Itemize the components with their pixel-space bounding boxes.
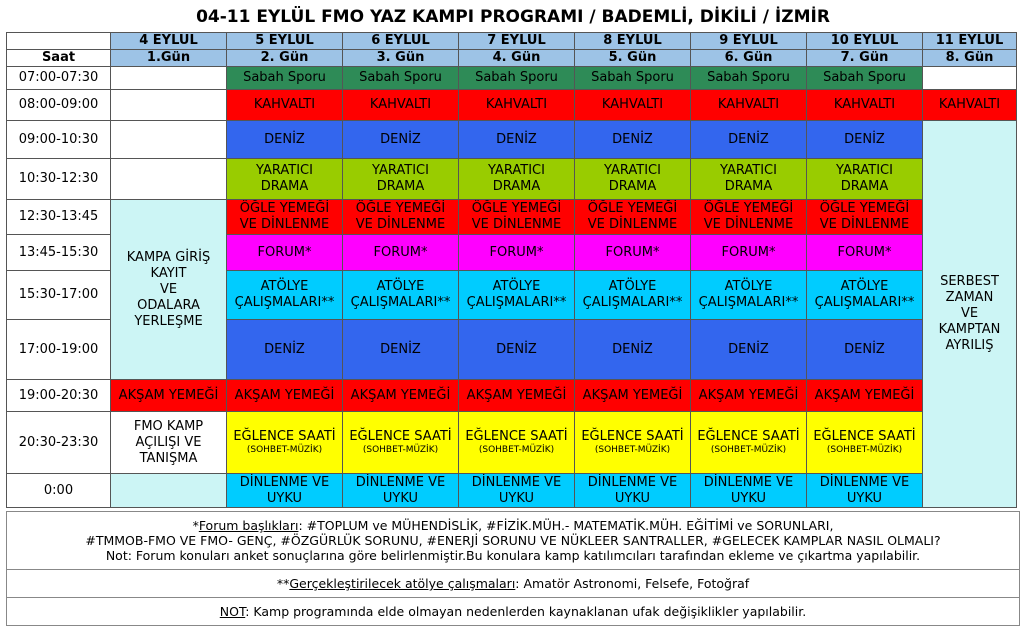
atolye-cell bbox=[691, 271, 807, 320]
drama-line: YARATICI bbox=[604, 163, 661, 178]
drama-cell bbox=[227, 159, 343, 200]
drama-line: DRAMA bbox=[376, 179, 425, 194]
dinlen-line: UYKU bbox=[498, 490, 535, 506]
atolye-cell bbox=[459, 271, 575, 320]
giris-line: YERLEŞME bbox=[134, 313, 203, 329]
atolye-line: ATÖLYE bbox=[260, 279, 309, 294]
atolye-cell bbox=[227, 271, 343, 320]
acilis-line: AÇILIŞI VE bbox=[135, 434, 202, 450]
time-cell: 17:00-19:00 bbox=[7, 320, 111, 380]
header-date: 10 EYLÜL bbox=[807, 33, 923, 50]
drama-cell bbox=[343, 159, 459, 200]
empty-cell bbox=[111, 159, 227, 200]
atolye-cell bbox=[575, 271, 691, 320]
deniz-cell: DENİZ bbox=[807, 320, 923, 380]
drama-line: YARATICI bbox=[836, 163, 893, 178]
forum-cell: FORUM* bbox=[691, 235, 807, 271]
atolye-line: ÇALIŞMALARI** bbox=[234, 295, 335, 310]
giris-line: KAMPA GİRİŞ bbox=[126, 249, 211, 265]
eglence-sub: (SOHBET-MÜZİK) bbox=[710, 445, 787, 455]
atolye-line: ATÖLYE bbox=[840, 279, 889, 294]
kamp-acilisi-cell bbox=[111, 412, 227, 474]
row-0900 bbox=[7, 121, 1017, 159]
drama-cell bbox=[691, 159, 807, 200]
ogle-line: ÖĞLE YEMEĞİ bbox=[819, 201, 910, 216]
atolye-line: ÇALIŞMALARI** bbox=[698, 295, 799, 310]
forum-note-heading: Forum başlıkları bbox=[198, 518, 299, 533]
general-note-heading: NOT bbox=[219, 604, 246, 619]
acilis-line: FMO KAMP bbox=[133, 418, 204, 434]
atolye-line: ATÖLYE bbox=[724, 279, 773, 294]
forum-note-line3: Not: Forum konuları anket sonuçlarına göre belirlenmiştir.Bu konulara kamp katılımcıları tarafından ekleme ve çıkartma yapılabilir. bbox=[105, 548, 921, 563]
ogle-line: VE DİNLENME bbox=[703, 217, 794, 232]
header-row-days bbox=[7, 50, 1017, 67]
dinlen-line: UYKU bbox=[266, 490, 303, 506]
dinlenme-cell bbox=[575, 474, 691, 508]
forum-note-row bbox=[7, 512, 1020, 570]
ogle-line: ÖĞLE YEMEĞİ bbox=[239, 201, 330, 216]
eglence-line: EĞLENCE SAATİ bbox=[465, 429, 568, 444]
ogle-yemegi-cell bbox=[691, 200, 807, 235]
time-cell: 10:30-12:30 bbox=[7, 159, 111, 200]
eglence-cell bbox=[807, 412, 923, 474]
ogle-line: ÖĞLE YEMEĞİ bbox=[471, 201, 562, 216]
header-date: 8 EYLÜL bbox=[575, 33, 691, 50]
forum-cell: FORUM* bbox=[807, 235, 923, 271]
forum-cell: FORUM* bbox=[227, 235, 343, 271]
giris-line: ODALARA bbox=[137, 297, 200, 313]
forum-note-star: * bbox=[192, 518, 199, 533]
row-1230 bbox=[7, 200, 1017, 235]
atolye-cell bbox=[343, 271, 459, 320]
dinlen-line: UYKU bbox=[846, 490, 883, 506]
deniz-cell: DENİZ bbox=[227, 121, 343, 159]
header-day: 1.Gün bbox=[111, 50, 227, 67]
dinlenme-cell bbox=[459, 474, 575, 508]
deniz-cell: DENİZ bbox=[691, 121, 807, 159]
deniz-cell: DENİZ bbox=[459, 121, 575, 159]
atolye-note-star: ** bbox=[276, 576, 290, 591]
atolye-note-text: : Amatör Astronomi, Felsefe, Fotoğraf bbox=[515, 576, 750, 591]
forum-cell: FORUM* bbox=[459, 235, 575, 271]
deniz-cell: DENİZ bbox=[807, 121, 923, 159]
atolye-note bbox=[7, 570, 1020, 598]
atolye-note-heading: Gerçekleştirilecek atölye çalışmaları bbox=[289, 576, 516, 591]
forum-note-line1 bbox=[7, 518, 1019, 533]
forum-cell: FORUM* bbox=[343, 235, 459, 271]
sabah-sporu-cell: Sabah Sporu bbox=[691, 67, 807, 90]
row-2030 bbox=[7, 412, 1017, 474]
ogle-line: ÖĞLE YEMEĞİ bbox=[703, 201, 794, 216]
time-cell: 08:00-09:00 bbox=[7, 90, 111, 121]
ogle-yemegi-cell bbox=[459, 200, 575, 235]
drama-line: YARATICI bbox=[720, 163, 777, 178]
eglence-sub: (SOHBET-MÜZİK) bbox=[362, 445, 439, 455]
drama-cell bbox=[575, 159, 691, 200]
atolye-line: ATÖLYE bbox=[376, 279, 425, 294]
forum-note-line2: #TMMOB-FMO VE FMO- GENÇ, #ÖZGÜRLÜK SORUNU, #ENERJİ SORUNU VE NÜKLEER SANTRALLER, #GELECEK KAMPLAR NASIL OLMALI? bbox=[85, 533, 941, 548]
header-day: 4. Gün bbox=[459, 50, 575, 67]
drama-line: YARATICI bbox=[256, 163, 313, 178]
dinlen-line: DİNLENME VE bbox=[355, 474, 446, 490]
drama-line: DRAMA bbox=[260, 179, 309, 194]
atolye-line: ÇALIŞMALARI** bbox=[350, 295, 451, 310]
ogle-line: VE DİNLENME bbox=[471, 217, 562, 232]
drama-cell bbox=[459, 159, 575, 200]
eglence-line: EĞLENCE SAATİ bbox=[233, 429, 336, 444]
drama-line: DRAMA bbox=[608, 179, 657, 194]
eglence-line: EĞLENCE SAATİ bbox=[349, 429, 452, 444]
serbest-line: ZAMAN bbox=[945, 290, 994, 305]
general-note bbox=[7, 598, 1020, 626]
kampa-giris-cell bbox=[111, 200, 227, 380]
empty-cell bbox=[923, 67, 1017, 90]
eglence-cell bbox=[227, 412, 343, 474]
time-cell: 20:30-23:30 bbox=[7, 412, 111, 474]
acilis-line: TANIŞMA bbox=[139, 450, 198, 466]
eglence-sub: (SOHBET-MÜZİK) bbox=[826, 445, 903, 455]
header-date: 4 EYLÜL bbox=[111, 33, 227, 50]
ogle-line: VE DİNLENME bbox=[239, 217, 330, 232]
forum-cell: FORUM* bbox=[575, 235, 691, 271]
header-day: 7. Gün bbox=[807, 50, 923, 67]
aksam-yemegi-cell: AKŞAM YEMEĞİ bbox=[575, 380, 691, 412]
deniz-cell: DENİZ bbox=[343, 121, 459, 159]
time-cell: 0:00 bbox=[7, 474, 111, 508]
serbest-line: SERBEST bbox=[940, 274, 999, 289]
general-note-text: : Kamp programında elde olmayan nedenlerden kaynaklanan ufak değişiklikler yapılabilir. bbox=[245, 604, 807, 619]
time-cell: 12:30-13:45 bbox=[7, 200, 111, 235]
drama-cell bbox=[807, 159, 923, 200]
eglence-line: EĞLENCE SAATİ bbox=[813, 429, 916, 444]
kahvalti-cell: KAHVALTI bbox=[807, 90, 923, 121]
atolye-line: ÇALIŞMALARI** bbox=[814, 295, 915, 310]
header-date: 5 EYLÜL bbox=[227, 33, 343, 50]
eglence-line: EĞLENCE SAATİ bbox=[697, 429, 800, 444]
time-cell: 15:30-17:00 bbox=[7, 271, 111, 320]
saat-header: Saat bbox=[7, 50, 111, 67]
serbest-line: AYRILIŞ bbox=[945, 338, 994, 353]
serbest-zaman-cell bbox=[923, 121, 1017, 508]
drama-line: DRAMA bbox=[724, 179, 773, 194]
atolye-note-row bbox=[7, 570, 1020, 598]
header-day: 5. Gün bbox=[575, 50, 691, 67]
atolye-line: ÇALIŞMALARI** bbox=[466, 295, 567, 310]
kahvalti-cell: KAHVALTI bbox=[923, 90, 1017, 121]
deniz-cell: DENİZ bbox=[575, 320, 691, 380]
eglence-sub: (SOHBET-MÜZİK) bbox=[594, 445, 671, 455]
dinlen-line: DİNLENME VE bbox=[239, 474, 330, 490]
ogle-line: ÖĞLE YEMEĞİ bbox=[587, 201, 678, 216]
forum-note bbox=[7, 512, 1020, 570]
drama-line: YARATICI bbox=[488, 163, 545, 178]
eglence-cell bbox=[575, 412, 691, 474]
header-day: 2. Gün bbox=[227, 50, 343, 67]
serbest-line: KAMPTAN bbox=[938, 322, 1001, 337]
aksam-yemegi-cell: AKŞAM YEMEĞİ bbox=[111, 380, 227, 412]
atolye-line: ATÖLYE bbox=[492, 279, 541, 294]
dinlen-line: DİNLENME VE bbox=[703, 474, 794, 490]
aksam-yemegi-cell: AKŞAM YEMEĞİ bbox=[691, 380, 807, 412]
drama-line: DRAMA bbox=[840, 179, 889, 194]
ogle-yemegi-cell bbox=[343, 200, 459, 235]
sabah-sporu-cell: Sabah Sporu bbox=[227, 67, 343, 90]
header-day: 3. Gün bbox=[343, 50, 459, 67]
eglence-line: EĞLENCE SAATİ bbox=[581, 429, 684, 444]
deniz-cell: DENİZ bbox=[459, 320, 575, 380]
general-note-row bbox=[7, 598, 1020, 626]
sabah-sporu-cell: Sabah Sporu bbox=[459, 67, 575, 90]
aksam-yemegi-cell: AKŞAM YEMEĞİ bbox=[343, 380, 459, 412]
ogle-line: VE DİNLENME bbox=[355, 217, 446, 232]
header-row-dates bbox=[7, 33, 1017, 50]
time-cell: 13:45-15:30 bbox=[7, 235, 111, 271]
empty-cell bbox=[111, 90, 227, 121]
header-date: 7 EYLÜL bbox=[459, 33, 575, 50]
row-0000 bbox=[7, 474, 1017, 508]
notes-table bbox=[6, 511, 1020, 626]
atolye-cell bbox=[807, 271, 923, 320]
dinlen-line: UYKU bbox=[730, 490, 767, 506]
row-0800 bbox=[7, 90, 1017, 121]
ogle-yemegi-cell bbox=[807, 200, 923, 235]
eglence-sub: (SOHBET-MÜZİK) bbox=[478, 445, 555, 455]
eglence-cell bbox=[691, 412, 807, 474]
ogle-yemegi-cell bbox=[227, 200, 343, 235]
empty-cell bbox=[111, 474, 227, 508]
sabah-sporu-cell: Sabah Sporu bbox=[575, 67, 691, 90]
forum-note-text1: : #TOPLUM ve MÜHENDİSLİK, #FİZİK.MÜH.- MATEMATİK.MÜH. EĞİTİMİ ve SORUNLARI, bbox=[298, 518, 834, 533]
dinlenme-cell bbox=[807, 474, 923, 508]
header-date: 9 EYLÜL bbox=[691, 33, 807, 50]
giris-line: VE bbox=[159, 281, 178, 297]
eglence-cell bbox=[459, 412, 575, 474]
eglence-cell bbox=[343, 412, 459, 474]
time-cell: 19:00-20:30 bbox=[7, 380, 111, 412]
dinlen-line: UYKU bbox=[382, 490, 419, 506]
eglence-sub: (SOHBET-MÜZİK) bbox=[246, 445, 323, 455]
dinlenme-cell bbox=[691, 474, 807, 508]
page-title: 04-11 EYLÜL FMO YAZ KAMPI PROGRAMI / BADEMLİ, DİKİLİ / İZMİR bbox=[196, 7, 830, 27]
kahvalti-cell: KAHVALTI bbox=[575, 90, 691, 121]
atolye-line: ATÖLYE bbox=[608, 279, 657, 294]
drama-line: DRAMA bbox=[492, 179, 541, 194]
kahvalti-cell: KAHVALTI bbox=[343, 90, 459, 121]
header-day: 6. Gün bbox=[691, 50, 807, 67]
aksam-yemegi-cell: AKŞAM YEMEĞİ bbox=[459, 380, 575, 412]
schedule-table bbox=[6, 32, 1017, 508]
header-corner bbox=[7, 33, 111, 50]
drama-line: YARATICI bbox=[372, 163, 429, 178]
aksam-yemegi-cell: AKŞAM YEMEĞİ bbox=[807, 380, 923, 412]
row-1900 bbox=[7, 380, 1017, 412]
empty-cell bbox=[111, 67, 227, 90]
dinlen-line: UYKU bbox=[614, 490, 651, 506]
serbest-line: VE bbox=[960, 306, 979, 321]
ogle-line: ÖĞLE YEMEĞİ bbox=[355, 201, 446, 216]
row-1030 bbox=[7, 159, 1017, 200]
giris-line: KAYIT bbox=[150, 265, 187, 281]
atolye-line: ÇALIŞMALARI** bbox=[582, 295, 683, 310]
dinlenme-cell bbox=[227, 474, 343, 508]
time-cell: 07:00-07:30 bbox=[7, 67, 111, 90]
deniz-cell: DENİZ bbox=[691, 320, 807, 380]
deniz-cell: DENİZ bbox=[575, 121, 691, 159]
kahvalti-cell: KAHVALTI bbox=[691, 90, 807, 121]
ogle-line: VE DİNLENME bbox=[819, 217, 910, 232]
header-date: 6 EYLÜL bbox=[343, 33, 459, 50]
dinlen-line: DİNLENME VE bbox=[819, 474, 910, 490]
header-date: 11 EYLÜL bbox=[923, 33, 1017, 50]
dinlen-line: DİNLENME VE bbox=[471, 474, 562, 490]
ogle-line: VE DİNLENME bbox=[587, 217, 678, 232]
kahvalti-cell: KAHVALTI bbox=[227, 90, 343, 121]
deniz-cell: DENİZ bbox=[227, 320, 343, 380]
sabah-sporu-cell: Sabah Sporu bbox=[343, 67, 459, 90]
header-day: 8. Gün bbox=[923, 50, 1017, 67]
row-0700 bbox=[7, 67, 1017, 90]
empty-cell bbox=[111, 121, 227, 159]
dinlenme-cell bbox=[343, 474, 459, 508]
kahvalti-cell: KAHVALTI bbox=[459, 90, 575, 121]
dinlen-line: DİNLENME VE bbox=[587, 474, 678, 490]
sabah-sporu-cell: Sabah Sporu bbox=[807, 67, 923, 90]
time-cell: 09:00-10:30 bbox=[7, 121, 111, 159]
ogle-yemegi-cell bbox=[575, 200, 691, 235]
deniz-cell: DENİZ bbox=[343, 320, 459, 380]
aksam-yemegi-cell: AKŞAM YEMEĞİ bbox=[227, 380, 343, 412]
